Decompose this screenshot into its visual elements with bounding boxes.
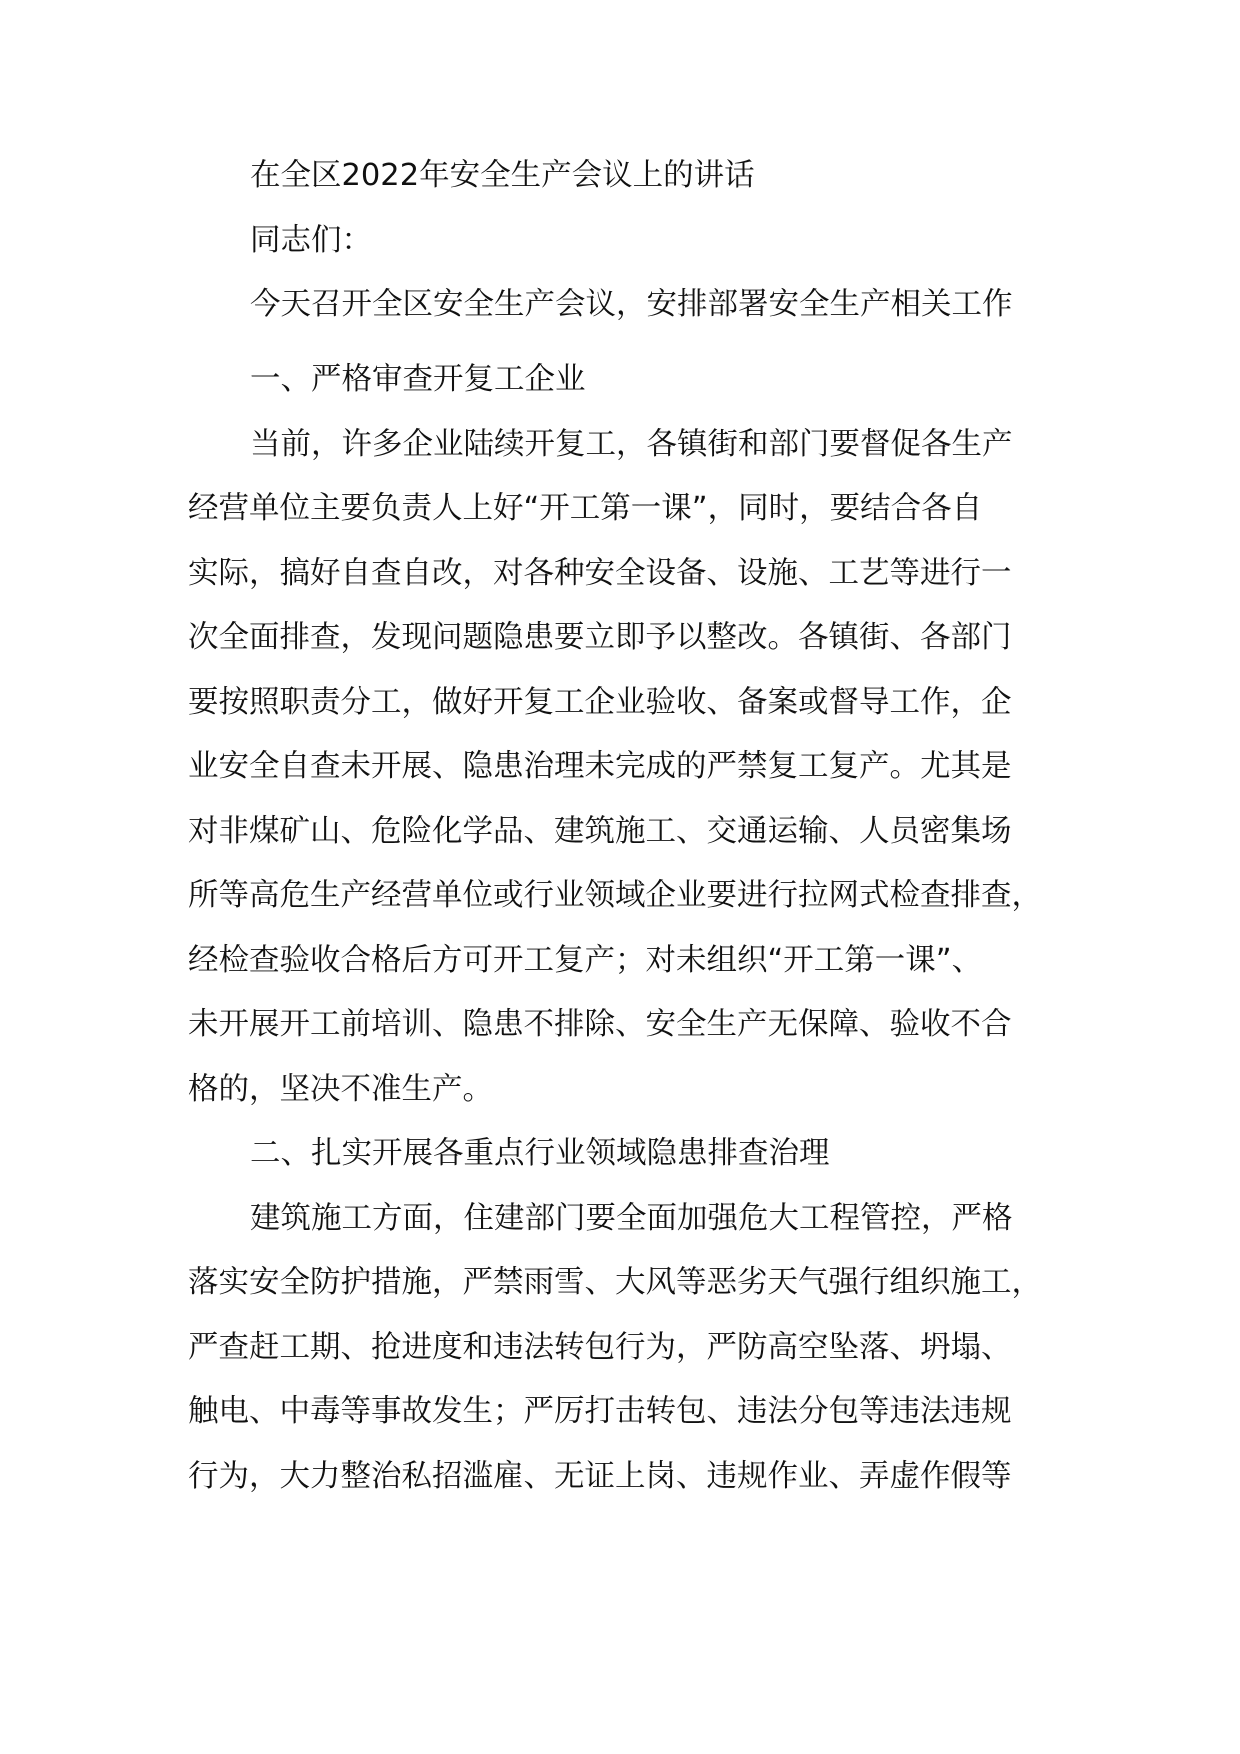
section-1-line: 当前，许多企业陆续开复工，各镇街和部门要督促各生产 — [250, 426, 1013, 462]
section-1-line: 经检查验收合格后方可开工复产；对未组织“开工第一课”、 — [188, 942, 983, 978]
section-1-line: 格的，坚决不准生产。 — [188, 1071, 493, 1107]
section-2-line: 行为，大力整治私招滥雇、无证上岗、违规作业、弄虚作假等 — [188, 1458, 1012, 1494]
section-1-line: 对非煤矿山、危险化学品、建筑施工、交通运输、人员密集场 — [188, 813, 1012, 849]
section-1-heading: 一、严格审查开复工企业 — [250, 362, 586, 397]
document-header — [188, 144, 1088, 338]
section-1-line: 经营单位主要负责人上好“开工第一课”，同时，要结合各自 — [188, 491, 983, 526]
greeting: 同志们： — [250, 222, 372, 258]
section-2-line: 建筑施工方面，住建部门要全面加强危大工程管控，严格 — [250, 1200, 1013, 1236]
section-2 — [188, 1122, 1088, 1509]
section-1-line: 所等高危生产经营单位或行业领域企业要进行拉网式检查排查， — [188, 878, 1042, 913]
section-1-line: 业安全自查未开展、隐患治理未完成的严禁复工复产。尤其是 — [188, 749, 1012, 784]
section-2-heading: 二、扎实开展各重点行业领域隐患排查治理 — [250, 1136, 830, 1171]
section-1-line: 实际，搞好自查自改，对各种安全设备、设施、工艺等进行一 — [188, 555, 1012, 591]
section-2-line: 触电、中毒等事故发生；严厉打击转包、违法分包等违法违规 — [188, 1394, 1012, 1429]
section-1 — [188, 348, 1088, 1122]
section-2-line: 落实安全防护措施，严禁雨雪、大风等恶劣天气强行组织施工， — [188, 1265, 1042, 1300]
section-1-line: 次全面排查，发现问题隐患要立即予以整改。各镇街、各部门 — [188, 620, 1012, 655]
section-1-line: 要按照职责分工，做好开复工企业验收、备案或督导工作，企 — [188, 684, 1012, 720]
intro-paragraph: 今天召开全区安全生产会议，安排部署安全生产相关工作 — [250, 287, 1013, 322]
section-1-line: 未开展开工前培训、隐患不排除、安全生产无保障、验收不合 — [188, 1007, 1012, 1042]
document-title: 在全区2022年安全生产会议上的讲话 — [250, 158, 755, 193]
section-2-line: 严查赶工期、抢进度和违法转包行为，严防高空坠落、坍塌、 — [188, 1329, 1012, 1365]
